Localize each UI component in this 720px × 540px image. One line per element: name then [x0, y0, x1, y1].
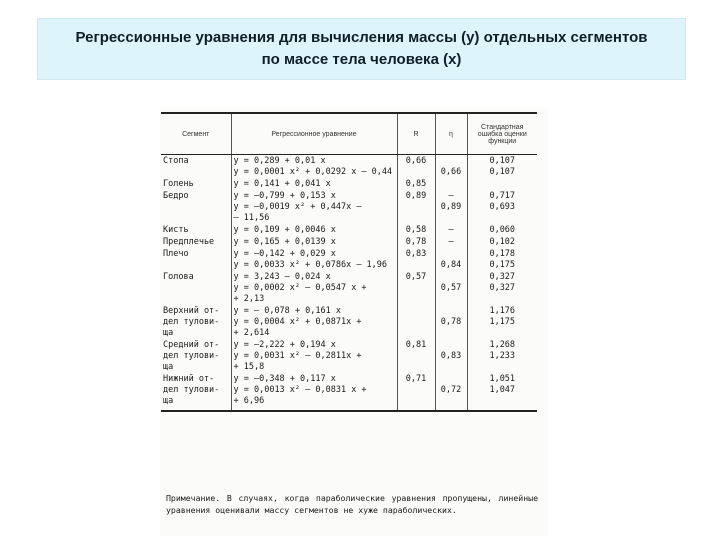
cell-eta-line: —: [448, 191, 454, 201]
cell-stderr: [467, 305, 537, 339]
cell-eta-line: [438, 156, 465, 167]
cell-stderr-line: 1,175: [489, 317, 516, 327]
cell-eta-line: [438, 396, 465, 407]
title-line-1: Регрессионные уравнения для вычисления массы (y) отдельных сегментов: [75, 29, 648, 46]
cell-segment-line: Нижний от-: [163, 374, 215, 384]
cell-equation-line: y = —0,142 + 0,029 x: [233, 249, 336, 259]
cell-eta: [435, 373, 467, 411]
cell-segment-line: Плечо: [163, 249, 189, 259]
cell-r-line: 0,85: [405, 179, 427, 189]
cell-equation-line: + 6,96: [233, 396, 265, 406]
cell-equation-line: — 11,56: [233, 213, 270, 223]
cell-stderr-line: 1,047: [489, 385, 516, 395]
cell-equation: [231, 190, 397, 224]
cell-r: [397, 190, 435, 224]
cell-stderr-line: [470, 396, 536, 407]
cell-segment-line: [163, 294, 229, 305]
cell-stderr-line: 0,102: [489, 237, 516, 247]
cell-segment: [161, 271, 231, 305]
cell-segment-line: [163, 260, 229, 271]
table-row: [161, 339, 537, 373]
cell-r-line: 0,89: [405, 191, 427, 201]
cell-eta: [435, 236, 467, 248]
cell-segment: [161, 373, 231, 411]
cell-equation: [231, 155, 397, 179]
cell-segment-line: Голень: [163, 179, 194, 189]
cell-stderr-line: [470, 179, 536, 190]
cell-r: [397, 155, 435, 179]
cell-equation-line: y = —0,348 + 0,117 x: [233, 374, 336, 384]
table-header-row: [161, 113, 537, 155]
cell-segment: [161, 178, 231, 190]
table-row: [161, 155, 537, 179]
cell-r-line: [400, 283, 433, 294]
cell-eta-line: 0,89: [440, 202, 462, 212]
cell-equation-line: + 2,13: [233, 294, 265, 304]
cell-segment-line: Верхний от-: [163, 306, 220, 316]
cell-eta-line: —: [448, 225, 454, 235]
cell-stderr-line: 0,717: [489, 191, 516, 201]
table-body: [161, 155, 537, 412]
cell-stderr-line: 0,107: [489, 156, 516, 166]
cell-equation-line: + 15,8: [233, 362, 265, 372]
cell-stderr-line: 1,051: [489, 374, 516, 384]
regression-table: [161, 112, 537, 412]
cell-equation-line: y = —2,222 + 0,194 x: [233, 340, 336, 350]
cell-eta: [435, 271, 467, 305]
cell-equation-line: y = 0,0013 x² — 0,0831 x +: [233, 385, 367, 395]
cell-r-line: [400, 260, 433, 271]
cell-segment-line: дел тулови-: [163, 351, 220, 361]
cell-eta-line: [438, 179, 465, 190]
cell-equation-line: y = — 0,078 + 0,161 x: [233, 306, 341, 316]
cell-r: [397, 224, 435, 236]
table-row: [161, 271, 537, 305]
cell-r-line: [400, 202, 433, 213]
cell-r-line: 0,57: [405, 272, 427, 282]
cell-equation: [231, 373, 397, 411]
cell-eta: [435, 248, 467, 271]
cell-r-line: 0,58: [405, 225, 427, 235]
cell-eta: [435, 155, 467, 179]
cell-eta-line: [438, 340, 465, 351]
cell-equation-line: y = 0,0001 x² + 0,0292 x — 0,44: [233, 167, 393, 177]
table-row: [161, 178, 537, 190]
cell-r: [397, 178, 435, 190]
cell-eta-line: 0,57: [440, 283, 462, 293]
footnote: Примечание. В случаях, когда параболические уравнения пропущены, линейные уравнения оценивали массу сегментов не хуже параболических.: [166, 493, 538, 515]
cell-eta-line: [438, 328, 465, 339]
cell-eta-line: [438, 306, 465, 317]
cell-equation-line: y = —0,0019 x² + 0,447x —: [233, 202, 362, 212]
cell-r: [397, 339, 435, 373]
table-row: [161, 248, 537, 271]
cell-equation: [231, 224, 397, 236]
cell-segment-line: дел тулови-: [163, 317, 220, 327]
cell-stderr: [467, 271, 537, 305]
cell-r: [397, 373, 435, 411]
cell-stderr-line: 0,327: [489, 272, 516, 282]
cell-segment-line: Стопа: [163, 156, 189, 166]
cell-equation: [231, 236, 397, 248]
cell-equation: [231, 248, 397, 271]
cell-segment-line: ща: [163, 396, 174, 406]
cell-eta-line: [438, 213, 465, 224]
cell-r-line: 0,83: [405, 249, 427, 259]
cell-r-line: 0,78: [405, 237, 427, 247]
cell-stderr: [467, 339, 537, 373]
cell-equation-line: y = 0,0033 x² + 0,0786x — 1,96: [233, 260, 388, 270]
cell-segment-line: Кисть: [163, 225, 189, 235]
cell-r-line: [400, 351, 433, 362]
cell-equation-line: y = 0,0031 x² — 0,2811x +: [233, 351, 362, 361]
cell-stderr-line: 0,175: [489, 260, 516, 270]
cell-r-line: [400, 213, 433, 224]
cell-eta: [435, 339, 467, 373]
cell-equation: [231, 271, 397, 305]
cell-stderr: [467, 190, 537, 224]
table-row: [161, 190, 537, 224]
header-equation: Регрессионное уравнение: [231, 113, 397, 155]
cell-equation: [231, 178, 397, 190]
cell-eta: [435, 224, 467, 236]
cell-eta-line: 0,84: [440, 260, 462, 270]
cell-r-line: [400, 396, 433, 407]
cell-eta-line: [438, 374, 465, 385]
cell-r-line: 0,71: [405, 374, 427, 384]
cell-r: [397, 271, 435, 305]
cell-stderr-line: 1,233: [489, 351, 516, 361]
cell-r-line: [400, 328, 433, 339]
cell-segment-line: ща: [163, 328, 174, 338]
cell-stderr-line: [470, 362, 536, 373]
cell-eta: [435, 178, 467, 190]
cell-segment: [161, 190, 231, 224]
cell-stderr: [467, 178, 537, 190]
title-banner: [37, 18, 686, 80]
cell-eta-line: 0,83: [440, 351, 462, 361]
cell-stderr-line: 1,176: [489, 306, 516, 316]
cell-stderr: [467, 224, 537, 236]
cell-equation-line: y = —0,799 + 0,153 x: [233, 191, 336, 201]
header-segment: Сегмент: [161, 113, 231, 155]
cell-stderr: [467, 236, 537, 248]
cell-stderr-line: 0,178: [489, 249, 516, 259]
cell-r-line: [400, 306, 433, 317]
cell-segment: [161, 339, 231, 373]
cell-eta-line: [438, 362, 465, 373]
cell-equation-line: y = 0,141 + 0,041 x: [233, 179, 331, 189]
cell-eta-line: 0,78: [440, 317, 462, 327]
cell-segment-line: [163, 283, 229, 294]
cell-segment-line: Средний от-: [163, 340, 220, 350]
cell-segment-line: дел тулови-: [163, 385, 220, 395]
cell-stderr-line: 0,060: [489, 225, 516, 235]
cell-stderr-line: [470, 294, 536, 305]
cell-segment: [161, 224, 231, 236]
cell-r: [397, 248, 435, 271]
cell-stderr: [467, 373, 537, 411]
cell-r-line: [400, 317, 433, 328]
cell-equation-line: y = 3,243 — 0,024 x: [233, 272, 331, 282]
cell-equation-line: y = 0,109 + 0,0046 x: [233, 225, 336, 235]
cell-equation-line: y = 0,0002 x² — 0,0547 x +: [233, 283, 367, 293]
cell-equation-line: y = 0,165 + 0,0139 x: [233, 237, 336, 247]
cell-r-line: [400, 385, 433, 396]
cell-eta-line: 0,72: [440, 385, 462, 395]
cell-segment: [161, 236, 231, 248]
cell-stderr-line: [470, 328, 536, 339]
cell-stderr-line: 0,107: [489, 167, 516, 177]
table-row: [161, 373, 537, 411]
cell-segment-line: [163, 202, 229, 213]
cell-r: [397, 236, 435, 248]
cell-segment: [161, 155, 231, 179]
cell-eta-line: 0,66: [440, 167, 462, 177]
cell-r-line: [400, 362, 433, 373]
table-row: [161, 224, 537, 236]
cell-eta: [435, 305, 467, 339]
cell-stderr-line: 0,327: [489, 283, 516, 293]
cell-eta-line: [438, 272, 465, 283]
title-line-2: по массе тела человека (x): [261, 51, 462, 68]
cell-stderr-line: 0,693: [489, 202, 516, 212]
cell-segment-line: [163, 167, 229, 178]
header-stderr: Стандартная ошибка оценки функции: [467, 113, 537, 155]
cell-equation-line: y = 0,289 + 0,01 x: [233, 156, 326, 166]
cell-equation-line: y = 0,0004 x² + 0,0871x +: [233, 317, 362, 327]
cell-segment-line: [163, 213, 229, 224]
cell-equation-line: + 2,614: [233, 328, 270, 338]
cell-segment: [161, 248, 231, 271]
cell-segment-line: Предплечье: [163, 237, 215, 247]
cell-eta-line: —: [448, 237, 454, 247]
header-r: R: [397, 113, 435, 155]
cell-r-line: [400, 167, 433, 178]
cell-segment-line: ща: [163, 362, 174, 372]
table-row: [161, 236, 537, 248]
cell-eta: [435, 190, 467, 224]
cell-segment-line: Голова: [163, 272, 194, 282]
cell-stderr: [467, 248, 537, 271]
cell-equation: [231, 305, 397, 339]
cell-segment-line: Бедро: [163, 191, 189, 201]
cell-r-line: 0,66: [405, 156, 427, 166]
header-eta: η: [435, 113, 467, 155]
cell-eta-line: [438, 294, 465, 305]
cell-r: [397, 305, 435, 339]
cell-eta-line: [438, 249, 465, 260]
cell-r-line: 0,81: [405, 340, 427, 350]
cell-stderr: [467, 155, 537, 179]
cell-r-line: [400, 294, 433, 305]
cell-equation: [231, 339, 397, 373]
cell-stderr-line: 1,268: [489, 340, 516, 350]
table-row: [161, 305, 537, 339]
cell-segment: [161, 305, 231, 339]
cell-stderr-line: [470, 213, 536, 224]
